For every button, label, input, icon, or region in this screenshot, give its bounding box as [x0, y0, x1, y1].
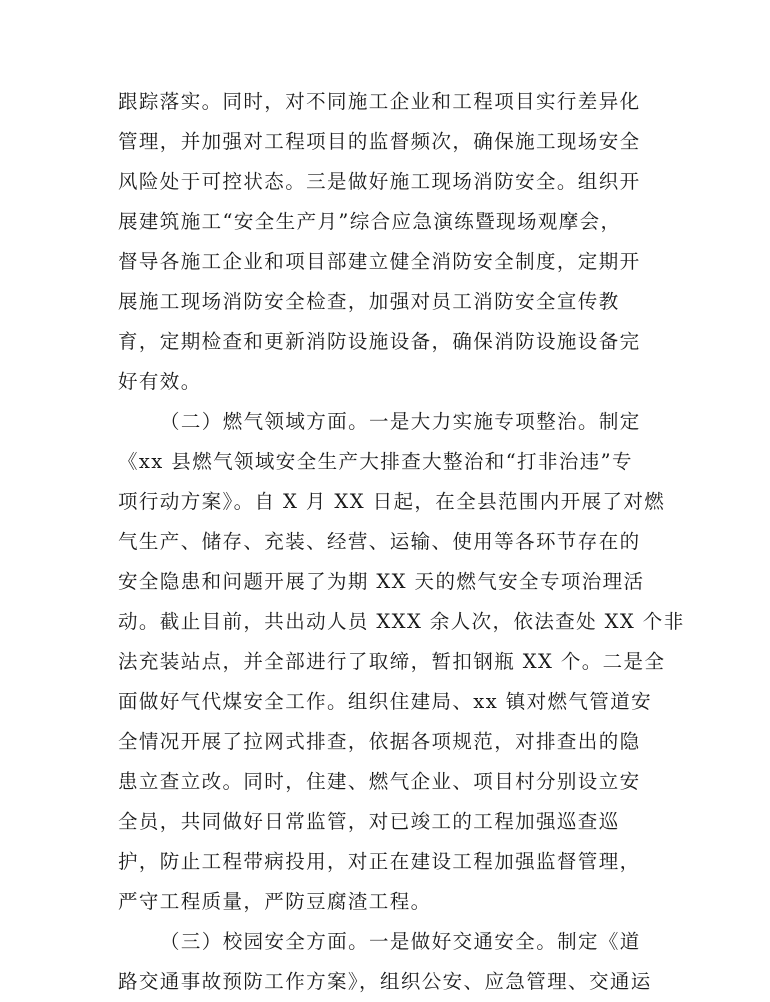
text-line: 督导各施工企业和项目部建立健全消防安全制度，定期开 — [118, 250, 641, 273]
text-line: 展建筑施工“安全生产月”综合应急演练暨现场观摩会， — [118, 210, 622, 233]
text-line: 路交通事故预防工作方案》，组织公安、应急管理、交通运 — [118, 970, 652, 993]
text-line: 面做好气代煤安全工作。组织住建局、xx 镇对燃气管道安 — [118, 690, 652, 713]
text-line: 《xx 县燃气领域安全生产大排查大整治和“打非治违”专 — [118, 450, 633, 473]
text-line: 好有效。 — [118, 370, 202, 393]
text-line: 安全隐患和问题开展了为期 XX 天的燃气安全专项治理活 — [118, 570, 645, 593]
text-line: 气生产、储存、充装、经营、运输、使用等各环节存在的 — [118, 530, 641, 553]
text-line: 动。截止目前，共出动人员 XXX 余人次，依法查处 XX 个非 — [118, 610, 685, 633]
text-line: 严守工程质量，严防豆腐渣工程。 — [118, 890, 432, 913]
text-line: 全情况开展了拉网式排查，依据各项规范，对排查出的隐 — [118, 730, 641, 753]
paragraph-first-line: （二）燃气领域方面。一是大力实施专项整治。制定 — [160, 410, 641, 433]
text-line: 项行动方案》。自 X 月 XX 日起，在全县范围内开展了对燃 — [118, 490, 666, 513]
text-line: 全员，共同做好日常监管，对已竣工的工程加强巡查巡 — [118, 810, 620, 833]
text-line: 护，防止工程带病投用，对正在建设工程加强监督管理， — [118, 850, 641, 873]
text-line: 展施工现场消防安全检查，加强对员工消防安全宣传教 — [118, 290, 620, 313]
text-line: 法充装站点，并全部进行了取缔，暂扣钢瓶 XX 个。二是全 — [118, 650, 666, 673]
paragraph-first-line: （三）校园安全方面。一是做好交通安全。制定《道 — [160, 930, 641, 953]
text-line: 育，定期检查和更新消防设施设备，确保消防设施设备完 — [118, 330, 641, 353]
text-line: 跟踪落实。同时，对不同施工企业和工程项目实行差异化 — [118, 90, 641, 113]
text-line: 风险处于可控状态。三是做好施工现场消防安全。组织开 — [118, 170, 641, 193]
text-line: 管理，并加强对工程项目的监督频次，确保施工现场安全 — [118, 130, 641, 153]
text-line: 患立查立改。同时，住建、燃气企业、项目村分别设立安 — [118, 770, 641, 793]
